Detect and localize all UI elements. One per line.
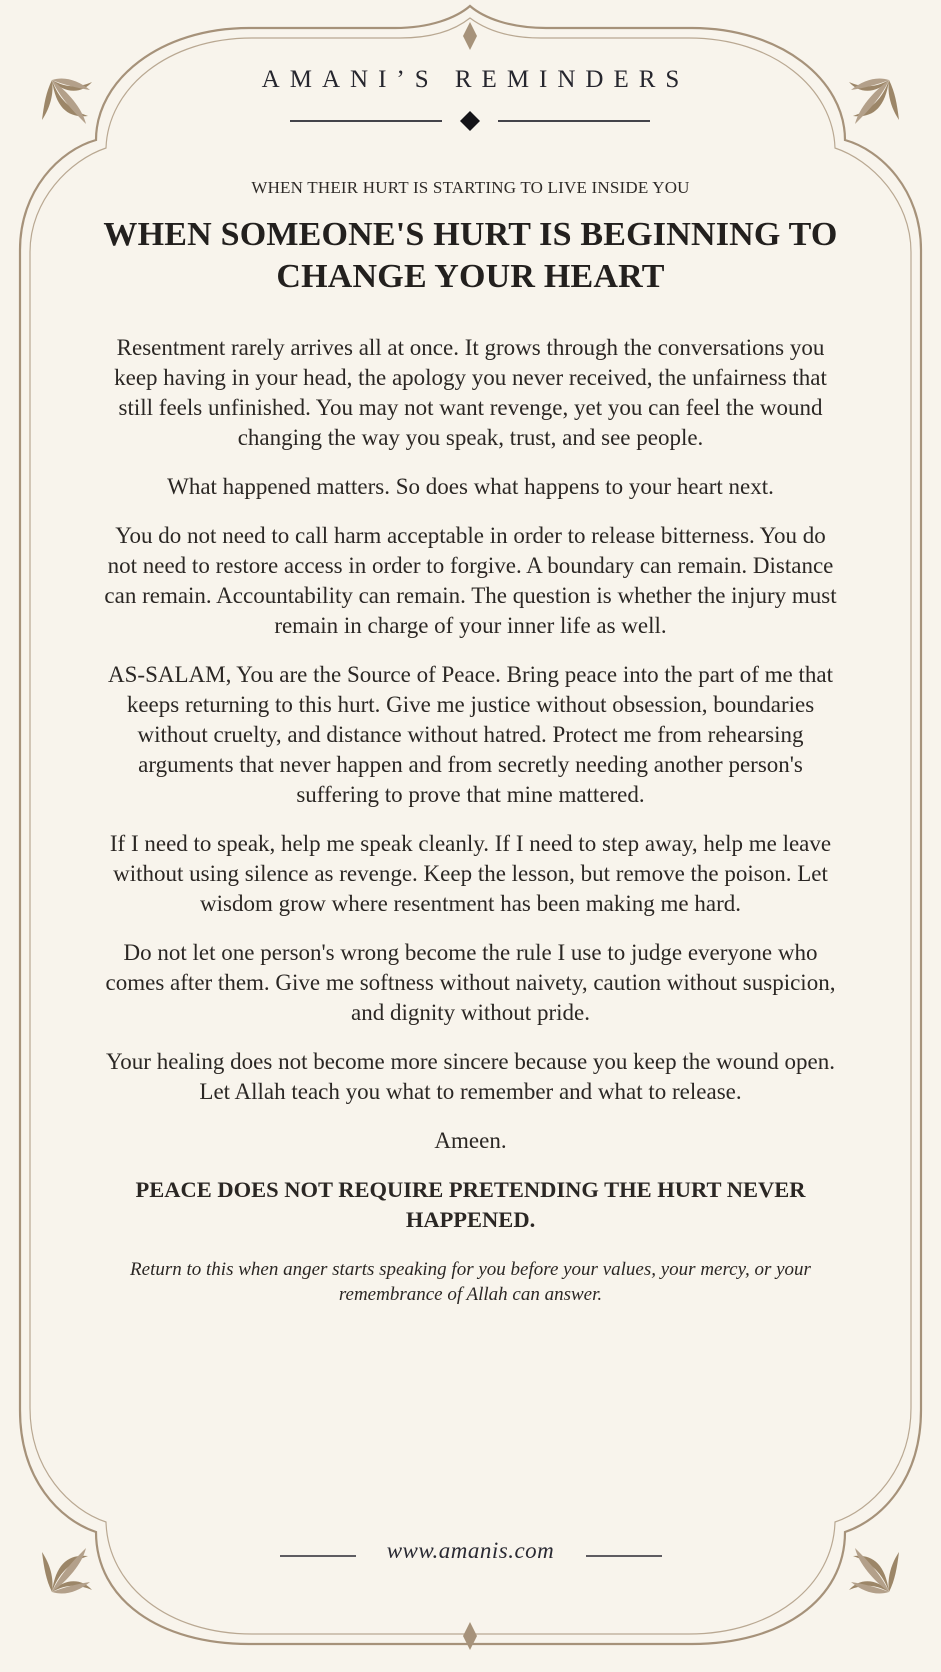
emphasis-statement: PEACE DOES NOT REQUIRE PRETENDING THE HURT NEVER HAPPENED. [135,1177,806,1232]
dua-paragraph: AS-SALAM, You are the Source of Peace. Bring peace into the part of me that keeps returning to this hurt. Give me justice without obsession, boundaries without cruelty, and distance without hatred. Protect me from rehearsing arguments that never happen and from secretly needing another person's suffering to prove that mine mattered. [108,662,833,807]
paragraph: You do not need to call harm acceptable in order to release bitterness. You do not need to restore access in order to forgive. A boundary can remain. Distance can remain. Accountability can remain. The question is whether the injury must remain in charge of your inner life as well. [104,523,837,638]
footer-website-link[interactable]: www.amanis.com [386,1538,555,1563]
reminder-body [100,333,841,1307]
bottom-diamond-ornament [463,1622,477,1650]
ameen-line: Ameen. [434,1128,507,1153]
paragraph: If I need to speak, help me speak cleanly. If I need to step away, help me leave without using silence as revenge. Keep the lesson, but remove the poison. Let wisdom grow where resentment has been making me hard. [109,831,832,916]
closing-note: Return to this when anger starts speaking for you before your values, your mercy, or your remembrance of Allah can answer. [130,1259,811,1305]
subtitle: WHEN THEIR HURT IS STARTING TO LIVE INSIDE YOU [251,178,690,197]
paragraph: Resentment rarely arrives all at once. It grows through the conversations you keep having in your head, the apology you never received, the unfairness that still feels unfinished. You may not want revenge, yet you can feel the wound changing the way you speak, trust, and see people. [114,335,827,450]
paragraph: Your healing does not become more sincere because you keep the wound open. Let Allah teach you what to remember and what to release. [106,1049,835,1104]
top-diamond-ornament [463,22,477,50]
paragraph: Do not let one person's wrong become the rule I use to judge everyone who comes after them. Give me softness without naivety, caution without suspicion, and dignity without pride. [105,940,836,1025]
brand-name: AMANI’S REMINDERS [261,66,690,93]
page-title: WHEN SOMEONE'S HURT IS BEGINNING TO CHANGE YOUR HEART [103,216,838,295]
paragraph: What happened matters. So does what happens to your heart next. [167,474,774,499]
header-diamond-icon [460,111,480,131]
